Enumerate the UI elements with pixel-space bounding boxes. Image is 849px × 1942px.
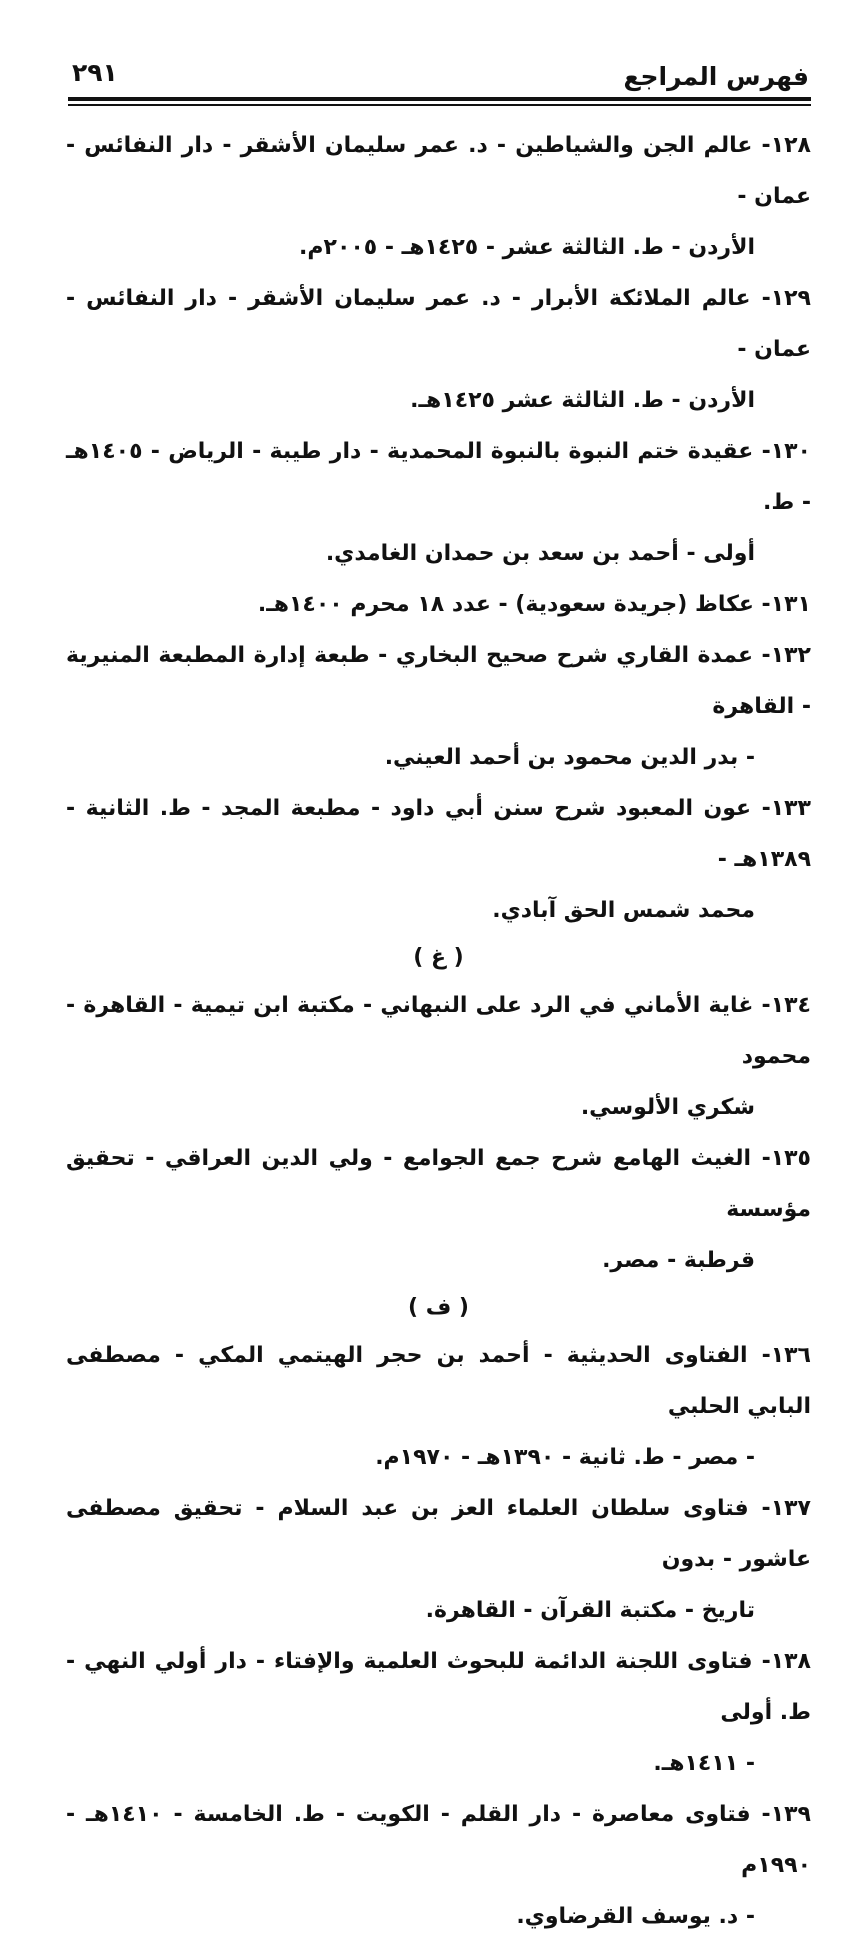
entry-continuation: - د. يوسف القرضاوي.: [516, 1904, 755, 1929]
references-list: [66, 120, 811, 1942]
header-rule-thick: [68, 97, 811, 101]
entry-line: ١٣٧- فتاوى سلطان العلماء العز بن عبد السلام - تحقيق مصطفى عاشور - بدون: [66, 1496, 811, 1572]
entry-line: ١٣١- عكاظ (جريدة سعودية) - عدد ١٨ محرم ١٤٠٠هـ.: [257, 592, 811, 617]
entry-continuation: شكري الألوسي.: [580, 1095, 755, 1120]
reference-entry-135: [66, 1133, 811, 1286]
entry-line: ١٢٨- عالم الجن والشياطين - د. عمر سليمان الأشقر - دار النفائس - عمان -: [66, 133, 811, 209]
entry-line: ١٣٢- عمدة القاري شرح صحيح البخاري - طبعة إدارة المطبعة المنيرية - القاهرة: [66, 643, 811, 719]
reference-entry-128: [66, 120, 811, 273]
entry-line: ١٣٨- فتاوى اللجنة الدائمة للبحوث العلمية والإفتاء - دار أولي النهي - ط. أولى: [66, 1649, 811, 1725]
entry-continuation: - ١٤١١هـ.: [653, 1751, 755, 1776]
reference-entry-134: [66, 980, 811, 1133]
entry-line: ١٣٥- الغيث الهامع شرح جمع الجوامع - ولي الدين العراقي - تحقيق مؤسسة: [66, 1146, 811, 1222]
header-rule-thin: [68, 104, 811, 106]
reference-entry-130: [66, 426, 811, 579]
reference-entry-136: [66, 1330, 811, 1483]
entry-continuation: أولى - أحمد بن سعد بن حمدان الغامدي.: [325, 541, 755, 566]
reference-entry-132: [66, 630, 811, 783]
entry-continuation: تاريخ - مكتبة القرآن - القاهرة.: [425, 1598, 755, 1623]
entry-continuation: الأردن - ط. الثالثة عشر - ١٤٢٥هـ - ٢٠٠٥م.: [299, 235, 755, 260]
running-title: فهرس المراجع: [623, 62, 809, 91]
reference-entry-129: [66, 273, 811, 426]
reference-entry-137: [66, 1483, 811, 1636]
entry-continuation: محمد شمس الحق آبادي.: [492, 898, 755, 923]
section-heading-ghain: ( غ ): [413, 945, 464, 970]
entry-continuation: قرطبة - مصر.: [602, 1248, 755, 1273]
section-heading-fa: ( ف ): [408, 1295, 469, 1320]
entry-continuation: الأردن - ط. الثالثة عشر ١٤٢٥هـ.: [410, 388, 755, 413]
entry-line: ١٣٩- فتاوى معاصرة - دار القلم - الكويت - ط. الخامسة - ١٤١٠هـ - ١٩٩٠م: [66, 1802, 811, 1878]
entry-line: ١٣٣- عون المعبود شرح سنن أبي داود - مطبعة المجد - ط. الثانية - ١٣٨٩هـ -: [66, 796, 811, 872]
page-header: [66, 56, 809, 96]
entry-continuation: - بدر الدين محمود بن أحمد العيني.: [384, 745, 755, 770]
reference-entry-133: [66, 783, 811, 936]
entry-line: ١٣٠- عقيدة ختم النبوة بالنبوة المحمدية - دار طيبة - الرياض - ١٤٠٥هـ - ط.: [66, 439, 811, 515]
reference-entry-131: [66, 579, 811, 630]
entry-continuation: - مصر - ط. ثانية - ١٣٩٠هـ - ١٩٧٠م.: [375, 1445, 755, 1470]
entry-line: ١٢٩- عالم الملائكة الأبرار - د. عمر سليمان الأشقر - دار النفائس - عمان -: [66, 286, 811, 362]
reference-entry-139: [66, 1789, 811, 1942]
entry-line: ١٣٤- غاية الأماني في الرد على النبهاني - مكتبة ابن تيمية - القاهرة - محمود: [66, 993, 811, 1069]
page-number: ٢٩١: [72, 58, 118, 87]
entry-line: ١٣٦- الفتاوى الحديثية - أحمد بن حجر الهيتمي المكي - مصطفى البابي الحلبي: [66, 1343, 811, 1419]
reference-entry-138: [66, 1636, 811, 1789]
